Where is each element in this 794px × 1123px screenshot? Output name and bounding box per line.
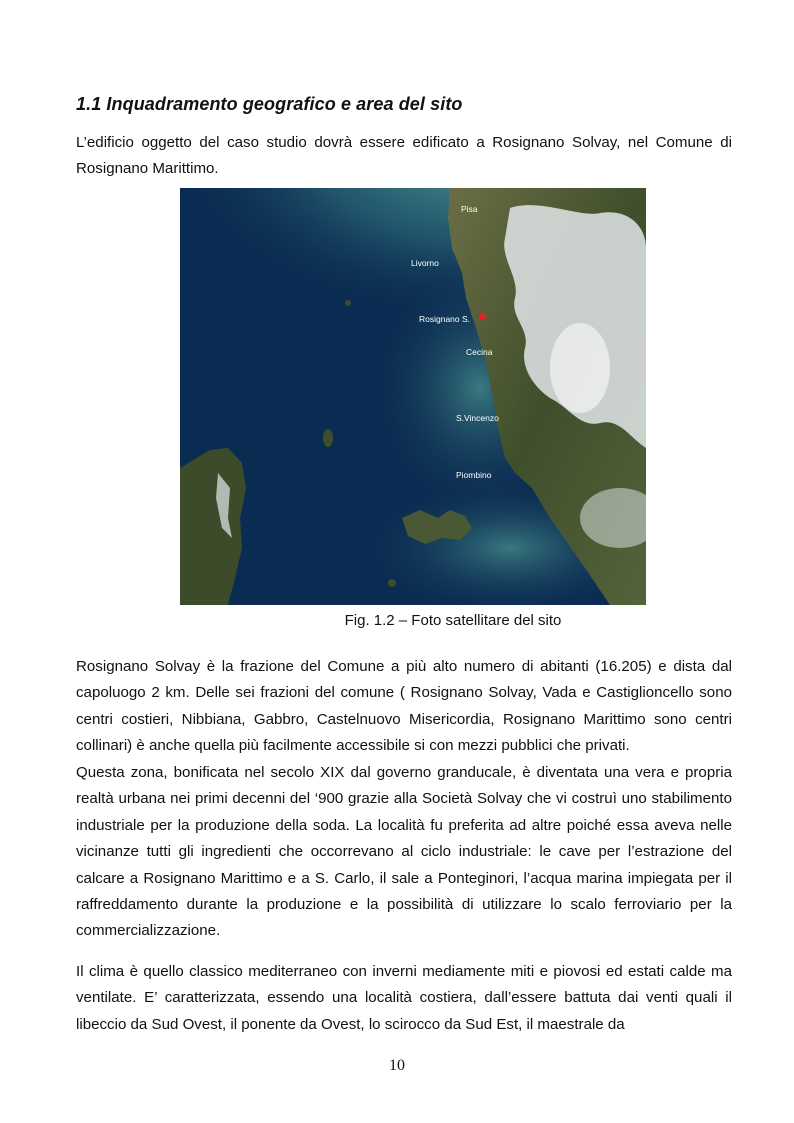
capraia-island bbox=[323, 429, 333, 447]
label-cecina: Cecina bbox=[466, 347, 493, 357]
figure-caption: Fig. 1.2 – Foto satellitare del sito bbox=[344, 612, 562, 629]
intro-paragraph: L’edificio oggetto del caso studio dovrà essere edificato a Rosignano Solvay, nel Comune di Rosignano Marittimo. bbox=[76, 134, 732, 178]
label-piombino: Piombino bbox=[456, 470, 492, 480]
label-svincenzo: S.Vincenzo bbox=[456, 413, 499, 423]
label-pisa: Pisa bbox=[461, 204, 478, 214]
label-livorno: Livorno bbox=[411, 258, 439, 268]
paragraph-3: Questa zona, bonificata nel secolo XIX dal governo granducale, è diventata una vera e propria realtà urbana nei primi decenni del ‘900 grazie alla Società Solvay che vi costruì uno stabilimento industriale per la produzione della soda. La località fu preferita ad altre poiché essa aveva nelle vicinanze tutti gli ingredienti che occorrevano al ciclo industriale: le cave per l’estrazione del calcare a Rosignano Marittimo e a S. Carlo, il sale a Ponteginori, l’acqua marina impiegata per il raffreddamento durante la produzione e la possibilità di utilizzare lo scalo ferroviario per la commercializzazione. bbox=[76, 764, 732, 940]
label-rosignano: Rosignano S. bbox=[419, 314, 471, 324]
page-number: 10 bbox=[389, 1057, 405, 1074]
satellite-photo bbox=[180, 188, 646, 605]
gorgona-island bbox=[345, 300, 351, 306]
pianosa-island bbox=[388, 579, 396, 587]
site-marker bbox=[480, 314, 486, 319]
section-title: 1.1 Inquadramento geografico e area del sito bbox=[76, 94, 463, 114]
paragraph-4: Il clima è quello classico mediterraneo con inverni mediamente miti e piovosi ed estati calde ma ventilate. E’ caratterizzata, essendo una località costiera, dall’essere battuta dai venti quali il libeccio da Sud Ovest, il ponente da Ovest, lo scirocco da Sud Est, il maestrale da bbox=[76, 963, 732, 1033]
paragraph-2: Rosignano Solvay è la frazione del Comune a più alto numero di abitanti (16.205) e dista dal capoluogo 2 km. Delle sei frazioni del comune ( Rosignano Solvay, Vada e Castiglioncello sono centri costieri, Nibbiana, Gabbro, Castelnuovo Misericordia, Rosignano Marittimo sono centri collinari) è anche quella più facilmente accessibile si con mezzi pubblici che privati. bbox=[76, 658, 732, 755]
